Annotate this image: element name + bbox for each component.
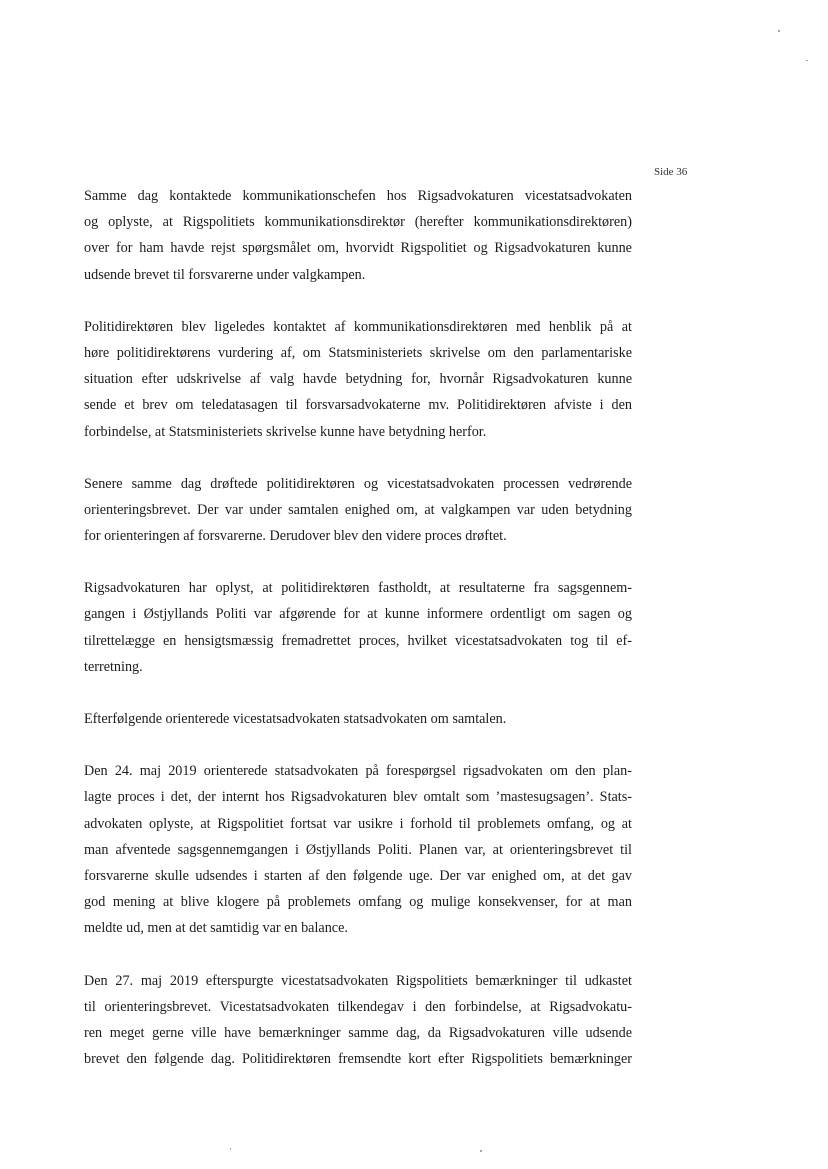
scan-speck [230, 1148, 231, 1150]
text-line: høre politidirektørens vurdering af, om Statsministeriets skrivelse om den parlamentariske [84, 344, 632, 361]
text-line: meldte ud, men at det samtidig var en balance. [84, 920, 348, 937]
text-line: Den 27. maj 2019 efterspurgte vicestatsadvokaten Rigspolitiets bemærkninger til udkastet [84, 972, 632, 989]
text-line: for orienteringen af forsvarerne. Derudover blev den videre proces drøftet. [84, 528, 507, 545]
text-line: gangen i Østjyllands Politi var afgørende for at kunne informere ordentligt om sagen og [84, 606, 632, 623]
text-line: Samme dag kontaktede kommunikationschefen hos Rigsadvokaturen vicestatsadvokaten [84, 188, 632, 204]
text-line: udsende brevet til forsvarerne under valgkampen. [84, 266, 366, 283]
text-line: Efterfølgende orienterede vicestatsadvokaten statsadvokaten om samtalen. [84, 711, 507, 727]
body-text [84, 183, 632, 1098]
text-line: god mening at blive klogere på problemets omfang og mulige konsekvenser, for at man [84, 894, 632, 911]
text-line: sende et brev om teledatasagen til forsvarsadvokaterne mv. Politidirektøren afviste i den [84, 397, 632, 414]
text-line: Den 24. maj 2019 orienterede statsadvokaten på forespørgsel rigsadvokaten om den plan- [84, 763, 632, 780]
text-line: til orienteringsbrevet. Vicestatsadvokaten tilkendegav i den forbindelse, at Rigsadvokatu- [84, 998, 632, 1015]
text-line: situation efter udskrivelse af valg havde betydning for, hvornår Rigsadvokaturen kunne [84, 371, 632, 388]
paragraph [84, 968, 632, 1073]
text-line: forbindelse, at Statsministeriets skrivelse kunne have betydning herfor. [84, 423, 487, 440]
text-line: orienteringsbrevet. Der var under samtalen enighed om, at valgkampen var uden betydning [84, 501, 632, 518]
text-line: forsvarerne skulle udsendes i starten af den følgende uge. Der var enighed om, at det gav [84, 867, 632, 884]
text-line: ren meget gerne ville have bemærkninger samme dag, da Rigsadvokaturen ville udsende [84, 1024, 632, 1041]
page-number: Side 36 [654, 166, 688, 178]
text-line: over for ham havde rejst spørgsmålet om, hvorvidt Rigspolitiet og Rigsadvokaturen kunne [84, 240, 632, 257]
text-line: Rigsadvokaturen har oplyst, at politidirektøren fastholdt, at resultaterne fra sagsgennem- [84, 580, 632, 597]
text-line: terretning. [84, 658, 143, 675]
scan-speck [778, 30, 780, 32]
paragraph [84, 706, 632, 732]
scan-speck [806, 60, 808, 61]
text-line: Senere samme dag drøftede politidirektøren og vicestatsadvokaten processen vedrørende [84, 475, 632, 492]
text-line: brevet den følgende dag. Politidirektøren fremsendte kort efter Rigspolitiets bemærkninger [84, 1051, 632, 1068]
text-line: man afventede sagsgennemgangen i Østjyllands Politi. Planen var, at orienteringsbrevet til [84, 841, 632, 858]
scan-speck [480, 1150, 482, 1152]
paragraph [84, 314, 632, 445]
text-line: Politidirektøren blev ligeledes kontaktet af kommunikationsdirektøren med henblik på at [84, 318, 632, 335]
text-line: og oplyste, at Rigspolitiets kommunikationsdirektør (herefter kommunikationsdirektøren) [84, 214, 632, 231]
paragraph [84, 183, 632, 288]
paragraph [84, 758, 632, 941]
text-line: advokaten oplyste, at Rigspolitiet fortsat var usikre i forhold til problemets omfang, og at [84, 815, 632, 832]
paragraph [84, 575, 632, 680]
text-line: tilrettelægge en hensigtsmæssig fremadrettet proces, hvilket vicestatsadvokaten tog til ef- [84, 632, 632, 649]
text-line: lagte proces i det, der internt hos Rigsadvokaturen blev omtalt som ’mastesugsagen’. Stats- [84, 789, 632, 806]
paragraph [84, 471, 632, 550]
